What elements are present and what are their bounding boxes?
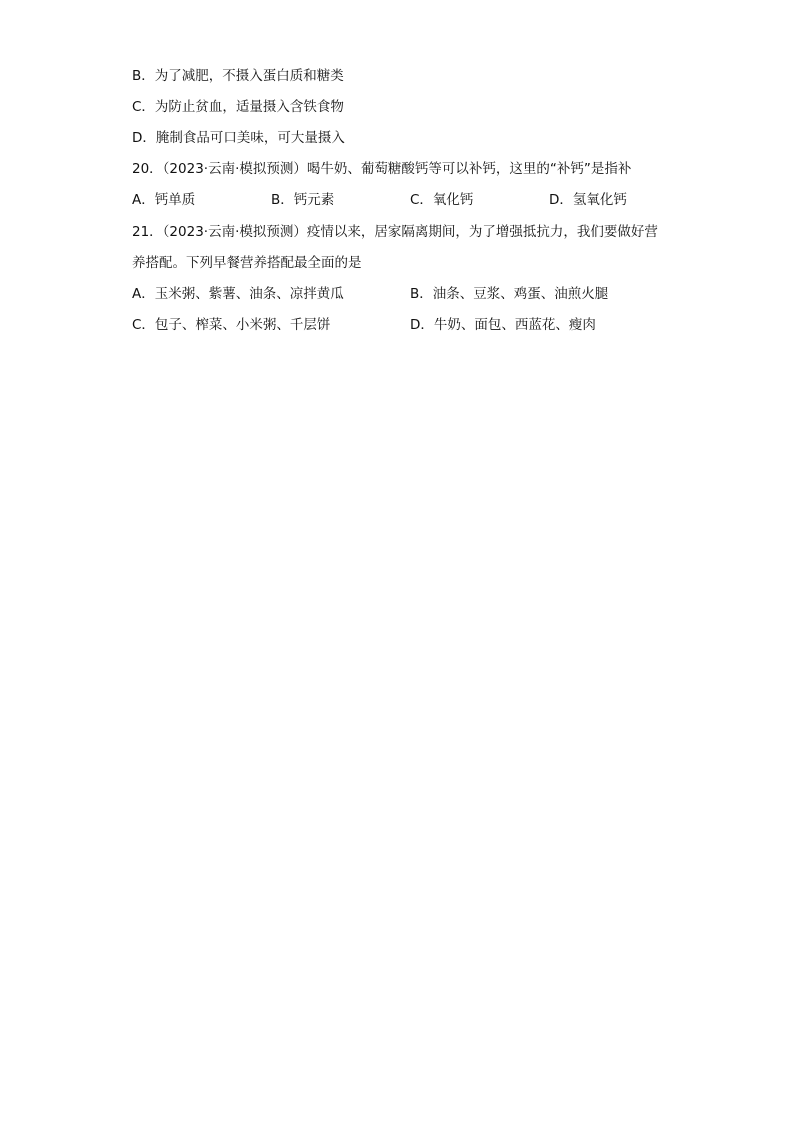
q20-option-c: C．氧化钙 [410,192,474,208]
q19-option-d: D．腌制食品可口美味，可大量摄入 [132,130,345,146]
q20-option-a: A．钙单质 [132,192,196,208]
q21-option-c: C．包子、榨菜、小米粥、千层饼 [132,317,331,333]
q21-option-d: D．牛奶、面包、西蓝花、瘦肉 [410,317,596,333]
q19-option-b: B．为了减肥，不摄入蛋白质和糖类 [132,68,344,84]
q21-stem-line1: 21．（2023·云南·模拟预测）疫情以来，居家隔离期间，为了增强抵抗力，我们要做好营 [132,224,658,240]
q21-option-b: B．油条、豆浆、鸡蛋、油煎火腿 [410,286,609,302]
q19-option-c: C．为防止贫血，适量摄入含铁食物 [132,99,344,115]
q20-option-b: B．钙元素 [271,192,335,208]
q21-stem-line2: 养搭配。下列早餐营养搭配最全面的是 [132,255,362,271]
q20-option-d: D．氢氧化钙 [549,192,627,208]
q20-stem: 20．（2023·云南·模拟预测）喝牛奶、葡萄糖酸钙等可以补钙，这里的“补钙”是指补 [132,161,632,177]
q21-option-a: A．玉米粥、紫薯、油条、凉拌黄瓜 [132,286,344,302]
